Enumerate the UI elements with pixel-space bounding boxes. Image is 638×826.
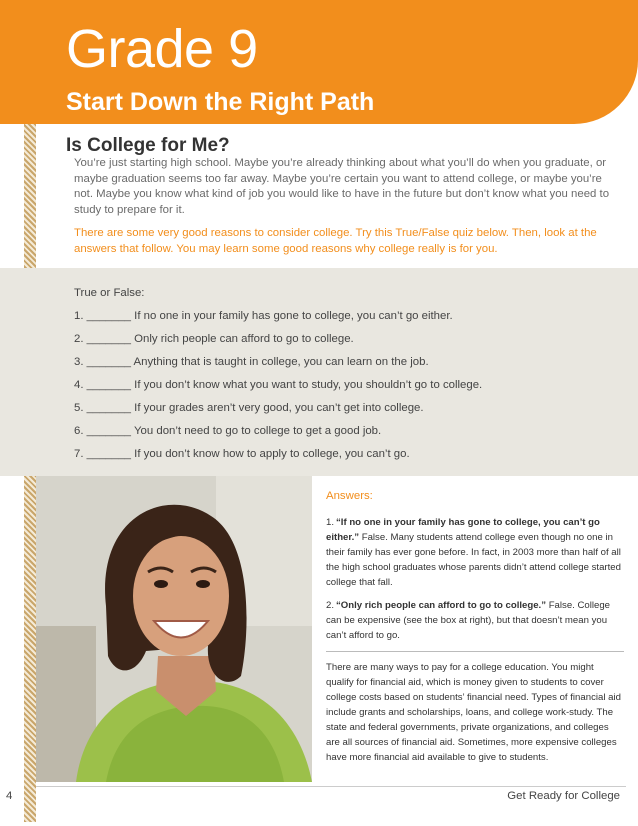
intro-paragraph: You’re just starting high school. Maybe you’re already thinking about what you’ll do when you graduate, or maybe graduation seems too far away. Maybe you’re certain you want to attend college, or maybe you’re not. Maybe you know what kind of job you would like to have in the future but don’t know what you need to study to prepare for it. bbox=[74, 157, 610, 216]
answer-text: False. Many students attend college even though no one in their family has ever gone before. In fact, in 2003 more than half of all the high school graduates whose parents didn’t attend college started college that fall. bbox=[326, 532, 621, 588]
answer-item bbox=[326, 598, 624, 643]
quiz-item: 3. _______ Anything that is taught in college, you can learn on the job. bbox=[74, 356, 429, 368]
answers-title: Answers: bbox=[326, 490, 373, 502]
divider bbox=[326, 651, 624, 652]
answers-panel bbox=[326, 490, 624, 765]
answer-question: “If no one in your family has gone to college, you can’t go either.” bbox=[326, 517, 600, 543]
quiz-item: 1. _______ If no one in your family has gone to college, you can’t go either. bbox=[74, 310, 453, 322]
footer-divider bbox=[36, 786, 626, 787]
financial-aid-paragraph: There are many ways to pay for a college education. You might qualify for financial aid, which is money given to students to cover college costs based on students’ financial need. Types of financial aid include grants and scholarships, loans, and college work-study. The state and federal governments, private organizations, and colleges are all sources of financial aid. Sometimes, more expensive colleges have more financial aid available to give to students. bbox=[326, 662, 621, 763]
quiz-item: 5. _______ If your grades aren’t very good, you can’t get into college. bbox=[74, 402, 424, 414]
quiz-item: 7. _______ If you don’t know how to apply to college, you can’t go. bbox=[74, 448, 410, 460]
student-photo bbox=[36, 476, 312, 782]
answer-number: 2. bbox=[326, 600, 335, 611]
page-title: Grade 9 bbox=[66, 19, 258, 79]
intro-highlight-paragraph: There are some very good reasons to consider college. Try this True/False quiz below. Then, look at the answers that follow. You may learn some good reasons why college really is for you. bbox=[74, 227, 597, 255]
answer-question: “Only rich people can afford to go to college.” bbox=[336, 600, 547, 611]
page-number: 4 bbox=[6, 790, 13, 802]
answer-item bbox=[326, 515, 624, 590]
quiz-item: 6. _______ You don’t need to go to college to get a good job. bbox=[74, 425, 382, 437]
answer-number: 1. bbox=[326, 517, 335, 528]
footer-title: Get Ready for College bbox=[507, 790, 620, 802]
quiz-label: True or False: bbox=[74, 287, 145, 299]
answer-text: False. College can be expensive (see the box at right), but that doesn’t mean you can’t afford to go. bbox=[326, 600, 611, 641]
quiz-list bbox=[74, 309, 614, 470]
student-illustration bbox=[36, 476, 312, 782]
section-heading: Is College for Me? bbox=[66, 135, 230, 156]
quiz-item: 4. _______ If you don’t know what you want to study, you shouldn’t go to college. bbox=[74, 379, 483, 391]
page-subtitle: Start Down the Right Path bbox=[66, 88, 375, 116]
quiz-item: 2. _______ Only rich people can afford to go to college. bbox=[74, 333, 354, 345]
